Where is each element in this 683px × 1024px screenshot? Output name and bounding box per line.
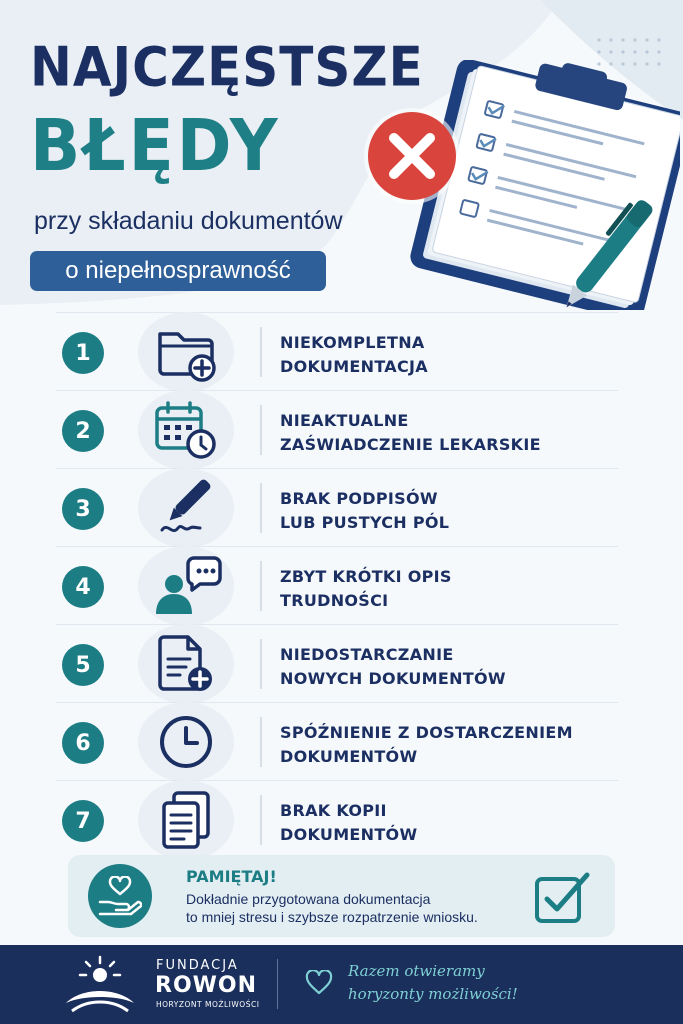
brand-name: ROWON [155, 973, 258, 998]
divider [260, 405, 262, 455]
person-speech-icon [138, 546, 234, 626]
list-item [56, 702, 618, 780]
slogan-line-1: Razem otwieramy [348, 962, 485, 980]
topic-pill: o niepełnosprawność [30, 251, 326, 291]
item-label: NIEKOMPLETNA DOKUMENTACJA [280, 333, 428, 376]
list-item [56, 780, 618, 858]
footer [0, 945, 683, 1024]
brand-tagline: HORYZONT MOŻLIWOŚCI [156, 1000, 260, 1009]
title-line-1: NAJCZĘSTSZE [30, 36, 424, 99]
item-label: NIEDOSTARCZANIE NOWYCH DOKUMENTÓW [280, 645, 506, 688]
sunrise-logo-icon [62, 953, 138, 1015]
remember-title: PAMIĘTAJ! [186, 867, 277, 886]
divider [260, 483, 262, 533]
divider [260, 639, 262, 689]
item-number: 2 [62, 410, 104, 452]
clock-icon [138, 702, 234, 782]
item-number: 1 [62, 332, 104, 374]
footer-divider [277, 959, 278, 1009]
checkbox-icon [534, 869, 592, 927]
list-item [56, 624, 618, 702]
document-plus-icon [138, 624, 234, 704]
folder-plus-icon [138, 312, 234, 392]
remember-box [68, 855, 615, 937]
divider [260, 717, 262, 767]
item-number: 6 [62, 722, 104, 764]
list-item [56, 468, 618, 546]
item-number: 4 [62, 566, 104, 608]
slogan-line-2: horyzonty możliwości! [348, 985, 518, 1003]
item-label: NIEAKTUALNE ZAŚWIADCZENIE LEKARSKIE [280, 411, 541, 454]
heart-outline-icon [305, 970, 333, 996]
item-label: SPÓŹNIENIE Z DOSTARCZENIEM DOKUMENTÓW [280, 723, 573, 766]
item-label: BRAK KOPII DOKUMENTÓW [280, 801, 418, 844]
item-label: ZBYT KRÓTKI OPIS TRUDNOŚCI [280, 567, 452, 610]
divider [260, 795, 262, 845]
item-label: BRAK PODPISÓW LUB PUSTYCH PÓL [280, 489, 450, 532]
list-item [56, 390, 618, 468]
item-number: 3 [62, 488, 104, 530]
x-circle-icon [364, 108, 460, 204]
calendar-clock-icon [138, 390, 234, 470]
document-copies-icon [138, 780, 234, 860]
title-line-2: BŁĘDY [30, 104, 281, 188]
remember-text: Dokładnie przygotowana dokumentacja to mniej stresu i szybsze rozpatrzenie wniosku. [186, 891, 478, 925]
divider [260, 327, 262, 377]
list-item [56, 312, 618, 390]
item-number: 5 [62, 644, 104, 686]
clipboard-icon [360, 60, 680, 310]
heart-hand-icon [88, 864, 152, 928]
divider [260, 561, 262, 611]
item-number: 7 [62, 800, 104, 842]
list-item [56, 546, 618, 624]
brand-line-1: FUNDACJA [156, 958, 239, 973]
subtitle: przy składaniu dokumentów [34, 207, 343, 235]
mistakes-list [56, 312, 618, 858]
signature-pen-icon [138, 468, 234, 548]
